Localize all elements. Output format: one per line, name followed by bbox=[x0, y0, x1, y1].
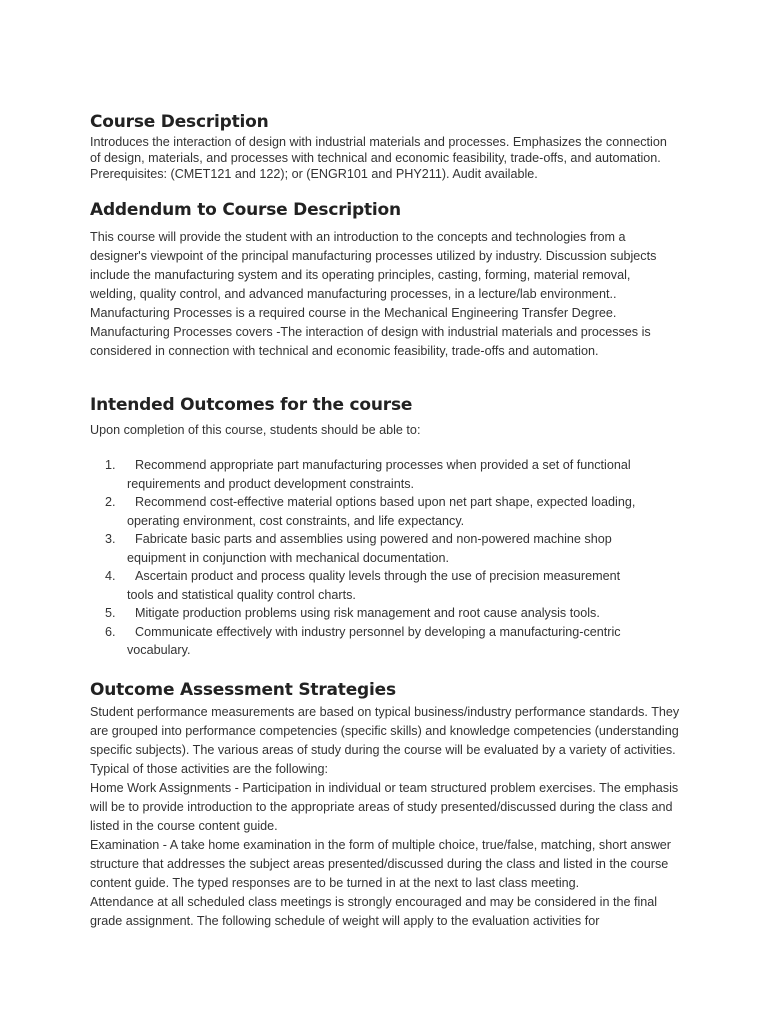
list-item-text: Communicate effectively with industry personnel by developing a manufacturing-centric vocabulary. bbox=[127, 624, 621, 657]
list-item-number: 2. bbox=[105, 495, 116, 509]
outcomes-heading: Intended Outcomes for the course bbox=[90, 395, 413, 415]
examination-text: Examination - A take home examination in the form of multiple choice, true/false, matching, short answer structure that addresses the subject areas presented/discussed during the class and listed in the course content guide. The typed responses are to be turned in at the next to last class meeting. bbox=[90, 838, 671, 890]
list-item-number: 6. bbox=[105, 624, 116, 639]
attendance-text: Attendance at all scheduled class meetings is strongly encouraged and may be considered in the final grade assignment. The following schedule of weight will apply to the evaluation activities for bbox=[90, 895, 658, 928]
list-item-text: Mitigate production problems using risk management and root cause analysis tools. bbox=[135, 606, 600, 620]
addendum-text: This course will provide the student with an introduction to the concepts and technologies from a designer's viewpoint of the principal manufacturing processes utilized by industry. Discussion subjects include the manufacturing system and its operating principles, casting, forming, material removal, welding, quality control, and advanced manufacturing processes, in a lecture/lab environment.. Manufacturing Processes is a required course in the Mechanical Engineering Transfer Degree. Manufacturing Processes covers -The interaction of design with industrial materials and processes is considered in connection with technical and economic feasibility, trade-offs and automation. bbox=[90, 230, 657, 358]
list-item-number: 1. bbox=[105, 458, 116, 472]
list-item-text: Ascertain product and process quality levels through the use of precision measurement tools and statistical quality control charts. bbox=[127, 569, 621, 602]
list-item bbox=[90, 456, 650, 493]
homework-text: Home Work Assignments - Participation in individual or team structured problem exercises. The emphasis will be to provide introduction to the appropriate areas of study presented/discussed during the class and listed in the course content guide. bbox=[90, 781, 679, 833]
list-item-text: Recommend appropriate part manufacturing processes when provided a set of functional requirements and product development constraints. bbox=[127, 458, 631, 491]
list-item-number: 3. bbox=[105, 532, 116, 546]
list-item-text: Fabricate basic parts and assemblies using powered and non-powered machine shop equipment in conjunction with mechanical documentation. bbox=[127, 532, 612, 565]
course-description-heading: Course Description bbox=[90, 112, 269, 132]
outcomes-list bbox=[90, 456, 650, 660]
list-item-text: Recommend cost-effective material options based upon net part shape, expected loading, operating environment, cost constraints, and life expectancy. bbox=[127, 495, 636, 528]
course-description-text: Introduces the interaction of design with industrial materials and processes. Emphasizes the connection of design, materials, and processes with technical and economic feasibility, trade-offs, and automation. Prerequisites: (CMET121 and 122); or (ENGR101 and PHY211). Audit available. bbox=[90, 135, 667, 181]
assessment-section bbox=[90, 703, 680, 931]
list-item bbox=[90, 604, 650, 623]
list-item-number: 5. bbox=[105, 606, 116, 620]
list-item bbox=[90, 530, 650, 567]
list-item bbox=[90, 567, 650, 604]
list-item-number: 4. bbox=[105, 569, 116, 583]
list-item bbox=[90, 623, 650, 660]
outcomes-intro-text: Upon completion of this course, students should be able to: bbox=[90, 423, 421, 437]
list-item bbox=[90, 493, 650, 530]
assessment-heading: Outcome Assessment Strategies bbox=[90, 680, 396, 700]
addendum-heading: Addendum to Course Description bbox=[90, 200, 401, 220]
assessment-intro-text: Student performance measurements are based on typical business/industry performance standards. They are grouped into performance competencies (specific skills) and knowledge competencies (understanding specific subjects). The various areas of study during the course will be evaluated by a variety of activities. Typical of those activities are the following: bbox=[90, 705, 680, 776]
